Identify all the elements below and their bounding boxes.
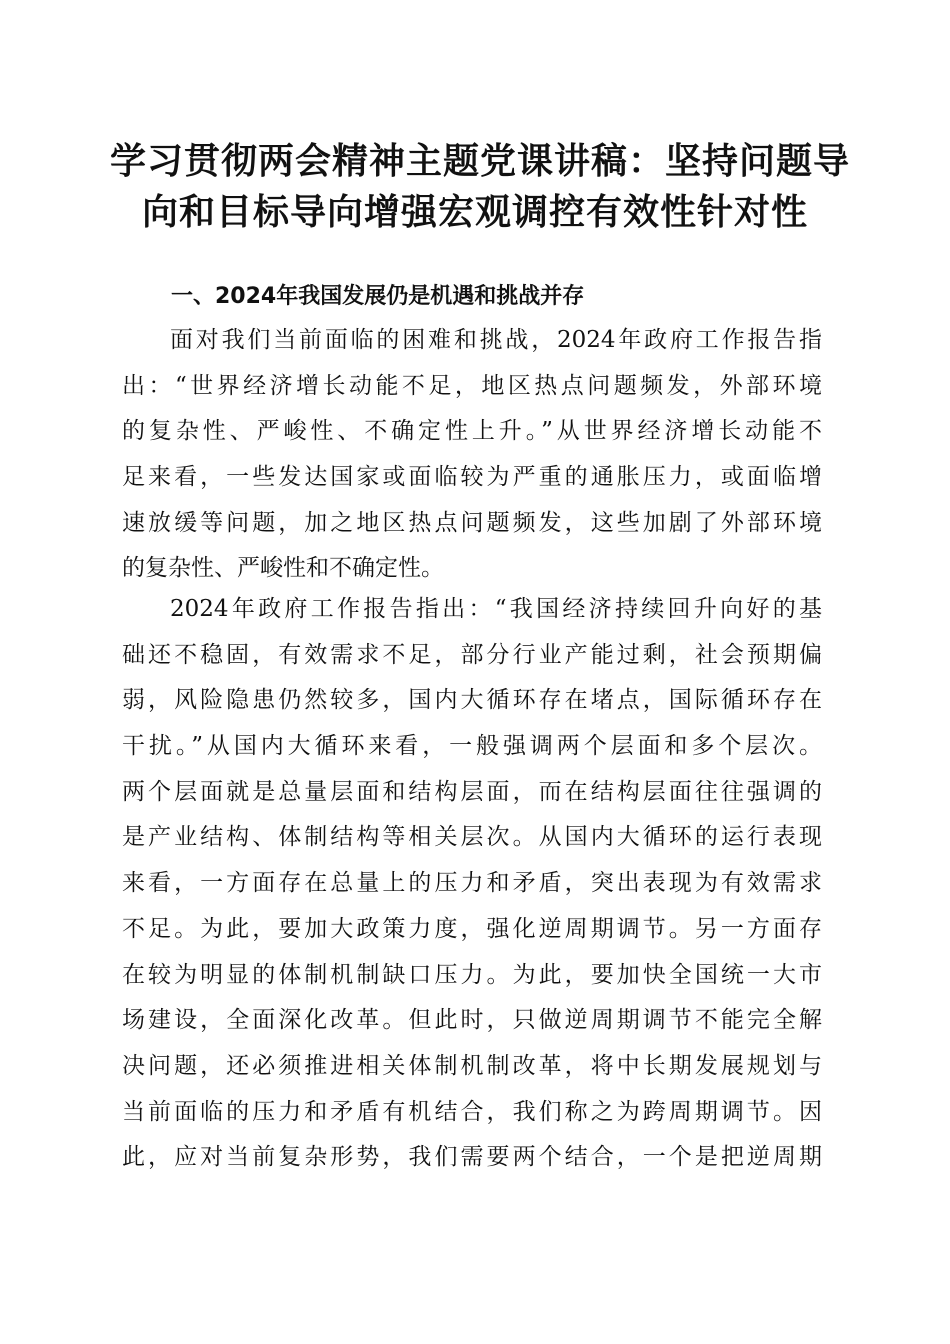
paragraph-line: 两个层面就是总量层面和结构层面，而在结构层面往往强调的 bbox=[122, 778, 822, 805]
paragraph-2 bbox=[122, 587, 822, 1181]
paragraph-line: 足来看，一些发达国家或面临较为严重的通胀压力，或面临增 bbox=[122, 464, 822, 491]
document-title bbox=[110, 136, 851, 238]
paragraph-line: 出：“世界经济增长动能不足，地区热点问题频发，外部环境 bbox=[122, 372, 822, 399]
paragraph-line: 不足。为此，要加大政策力度，强化逆周期调节。另一方面存 bbox=[122, 915, 822, 942]
title-line-2: 向和目标导向增强宏观调控有效性针对性 bbox=[141, 191, 808, 233]
paragraph-line: 场建设，全面深化改革。但此时，只做逆周期调节不能完全解 bbox=[122, 1007, 822, 1034]
paragraph-line: 干扰。”从国内大循环来看，一般强调两个层面和多个层次。 bbox=[122, 733, 822, 760]
paragraph-line: 的复杂性、严峻性和不确定性。 bbox=[122, 555, 444, 582]
paragraph-line: 的复杂性、严峻性、不确定性上升。”从世界经济增长动能不 bbox=[122, 418, 822, 445]
paragraph-line: 来看，一方面存在总量上的压力和矛盾，突出表现为有效需求 bbox=[122, 870, 822, 897]
paragraph-line: 面对我们当前面临的困难和挑战，2024年政府工作报告指 bbox=[170, 327, 822, 353]
paragraph-1 bbox=[122, 318, 822, 592]
paragraph-line: 础还不稳固，有效需求不足，部分行业产能过剩，社会预期偏 bbox=[122, 641, 822, 668]
paragraph-line: 速放缓等问题，加之地区热点问题频发，这些加剧了外部环境 bbox=[122, 509, 822, 536]
paragraph-line: 2024年政府工作报告指出：“我国经济持续回升向好的基 bbox=[170, 596, 822, 622]
paragraph-line: 在较为明显的体制机制缺口压力。为此，要加快全国统一大市 bbox=[122, 961, 822, 988]
paragraph-line: 弱，风险隐患仍然较多，国内大循环存在堵点，国际循环存在 bbox=[122, 687, 822, 714]
paragraph-line: 当前面临的压力和矛盾有机结合，我们称之为跨周期调节。因 bbox=[122, 1098, 822, 1125]
paragraph-line: 决问题，还必须推进相关体制机制改革，将中长期发展规划与 bbox=[122, 1052, 822, 1079]
title-line-1: 学习贯彻两会精神主题党课讲稿：坚持问题导 bbox=[110, 140, 851, 182]
section-heading: 一、2024年我国发展仍是机遇和挑战并存 bbox=[171, 284, 585, 309]
paragraph-line: 此，应对当前复杂形势，我们需要两个结合，一个是把逆周期 bbox=[122, 1144, 822, 1171]
paragraph-line: 是产业结构、体制结构等相关层次。从国内大循环的运行表现 bbox=[122, 824, 822, 851]
